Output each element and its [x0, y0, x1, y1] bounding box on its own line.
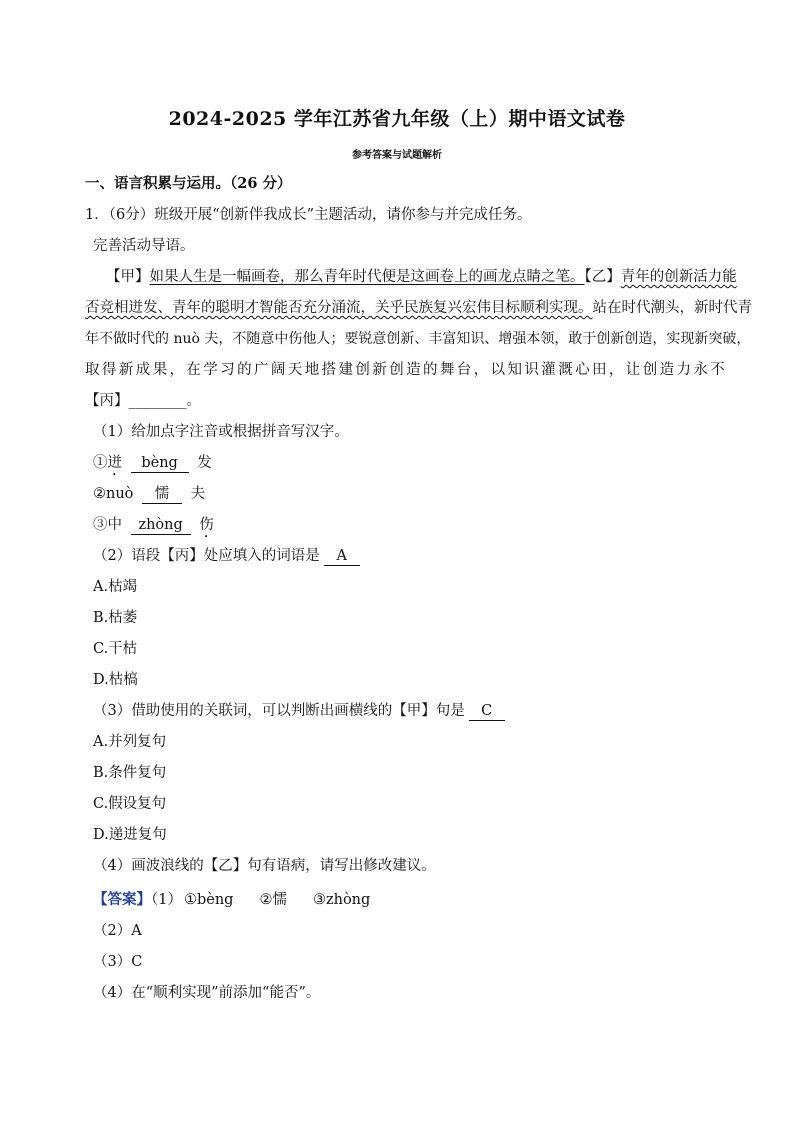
sub1-item-2: ②nuò 懦 夫 — [93, 486, 206, 502]
sub1-item-1: ①迸 bèng 发 — [93, 455, 212, 471]
sub3-prompt: （3）借助使用的关联词，可以判断出画横线的【甲】句是 C — [93, 701, 509, 721]
answer-line-2: （2）A — [93, 923, 142, 939]
sub2-option-b: B.枯萎 — [93, 610, 138, 626]
sub3-option-c: C.假设复句 — [93, 796, 167, 812]
answer-blank: zhòng — [131, 516, 191, 535]
passage-line-5: 【丙】________。 — [85, 393, 201, 409]
passage-line-4: 取得新成果，在学习的广阔天地搭建创新创造的舞台，以知识灌溉心田，让创造力永不 — [85, 362, 728, 378]
task-text: 完善活动导语。 — [93, 238, 195, 254]
answer-blank: 懦 — [142, 485, 182, 504]
section-heading: 一、语言积累与运用。（26 分） — [85, 175, 292, 192]
sub3-option-a: A.并列复句 — [93, 734, 167, 750]
bing-blank: ________ — [128, 393, 187, 409]
page-title: 2024-2025 学年江苏省九年级（上）期中语文试卷 — [168, 108, 626, 130]
yi-tag: 【乙】 — [584, 269, 621, 285]
page-subtitle: 参考答案与试题解析 — [352, 150, 442, 161]
answer-blank: bèng — [131, 454, 189, 473]
jia-sentence: 如果人生是一幅画卷，那么青年时代便是这画卷上的画龙点睛之笔。 — [149, 269, 585, 285]
answer-blank: C — [469, 702, 505, 721]
passage-line-2-tail: 站在时代潮头，新时代青 — [592, 300, 752, 316]
sub1-item-3: ③中 zhòng 伤 — [93, 517, 214, 533]
answer-line-3: （3）C — [93, 954, 143, 970]
passage-line-2 — [85, 298, 752, 318]
yi-sentence-part2: 否竞相迸发、青年的聪明才智能否充分涌流，关乎民族复兴宏伟目标顺利实现。 — [85, 300, 593, 316]
answer-line-4: （4）在“顺利实现”前添加“能否”。 — [93, 985, 321, 1001]
sub1-prompt: （1）给加点字注音或根据拼音写汉字。 — [93, 424, 349, 440]
jia-tag: 【甲】 — [106, 269, 150, 285]
sub2-option-d: D.枯槁 — [93, 672, 138, 688]
answer-blank: A — [324, 547, 360, 566]
answer-label: 【答案】 — [93, 891, 151, 908]
sub3-option-d: D.递进复句 — [93, 827, 167, 843]
bing-tag: 【丙】 — [85, 393, 129, 409]
sub2-option-c: C.干枯 — [93, 641, 138, 657]
sub3-option-b: B.条件复句 — [93, 765, 167, 781]
answer-line-1: 【答案】（1） ①bèng ②懦 ③zhòng — [93, 891, 371, 908]
sub4-prompt: （4）画波浪线的【乙】句有语病，请写出修改建议。 — [93, 858, 436, 874]
yi-sentence-part1: 青年的创新活力能 — [620, 269, 737, 285]
sub2-prompt: （2）语段【丙】处应填入的词语是 A — [93, 546, 364, 566]
passage-line-1 — [106, 267, 737, 287]
sub2-option-a: A.枯竭 — [93, 579, 138, 595]
passage-line-3: 年不做时代的 nuò 夫，不随意中伤他人；要锐意创新、丰富知识、增强本领，敢于创新创造，实现新突破， — [85, 331, 751, 347]
question-intro: 1．（6分）班级开展“创新伴我成长”主题活动，请你参与并完成任务。 — [85, 207, 532, 223]
